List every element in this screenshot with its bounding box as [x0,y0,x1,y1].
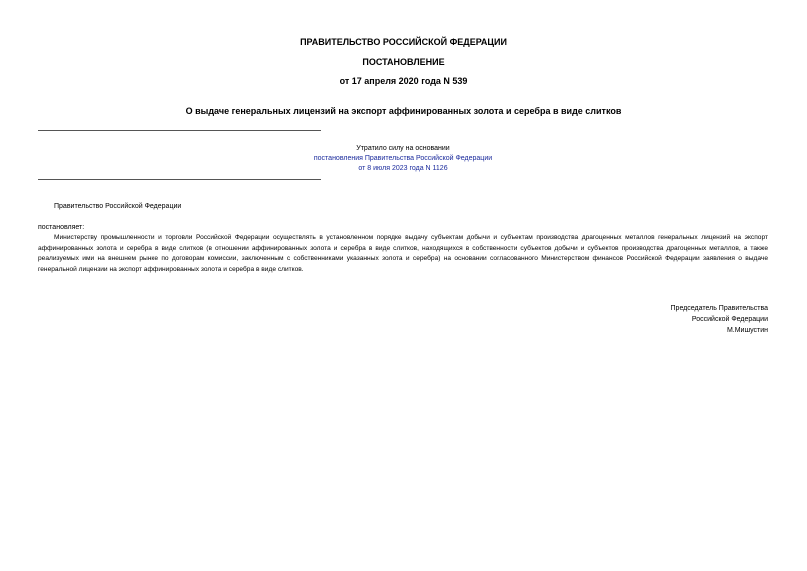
document-kind: ПОСТАНОВЛЕНИЕ [362,57,445,67]
divider-top [38,130,321,131]
document-title: О выдаче генеральных лицензий на экспорт аффинированных золота и серебра в виде слитков [185,106,622,116]
document-date-number: от 17 апреля 2020 года N 539 [339,76,468,86]
signature-position-line-2: Российской Федерации [691,316,768,323]
signature-name: М.Мишустин [726,327,768,334]
repeal-notice-text: Утратило силу на основании [356,145,450,152]
repeal-link-line-2[interactable]: от 8 июля 2023 года N 1126 [358,165,448,172]
issuing-organization: ПРАВИТЕЛЬСТВО РОССИЙСКОЙ ФЕДЕРАЦИИ [300,37,507,47]
divider-bottom [38,179,321,180]
repeal-notice [253,144,553,174]
signature-position-line-1: Председатель Правительства [670,305,768,312]
body-paragraph: Министерству промышленности и торговли Российской Федерации осуществлять в установленном порядке выдачу субъектам добычи и субъектам производства драгоценных металлов генеральных лицензий на экспорт аффинированных золота и серебра в виде слитков (в отношении аффинированных золота и серебра в виде слитков, находящихся в собственности субъектов добычи и субъектов производства драгоценных металлов, а также реализуемых ими на внешнем рынке по договорам комиссии, заключенным с собственниками указанных золота и серебра) на основании согласованного Министерством финансов Российской Федерации заявления о выдаче генеральной лицензии на экспорт аффинированных золота и серебра в виде слитков. [38,234,768,273]
signature-block [671,303,768,336]
decides-text: постановляет: [38,224,85,231]
repeal-link-line-1[interactable]: постановления Правительства Российской Федерации [313,155,493,162]
issuer-text: Правительство Российской Федерации [54,203,182,210]
